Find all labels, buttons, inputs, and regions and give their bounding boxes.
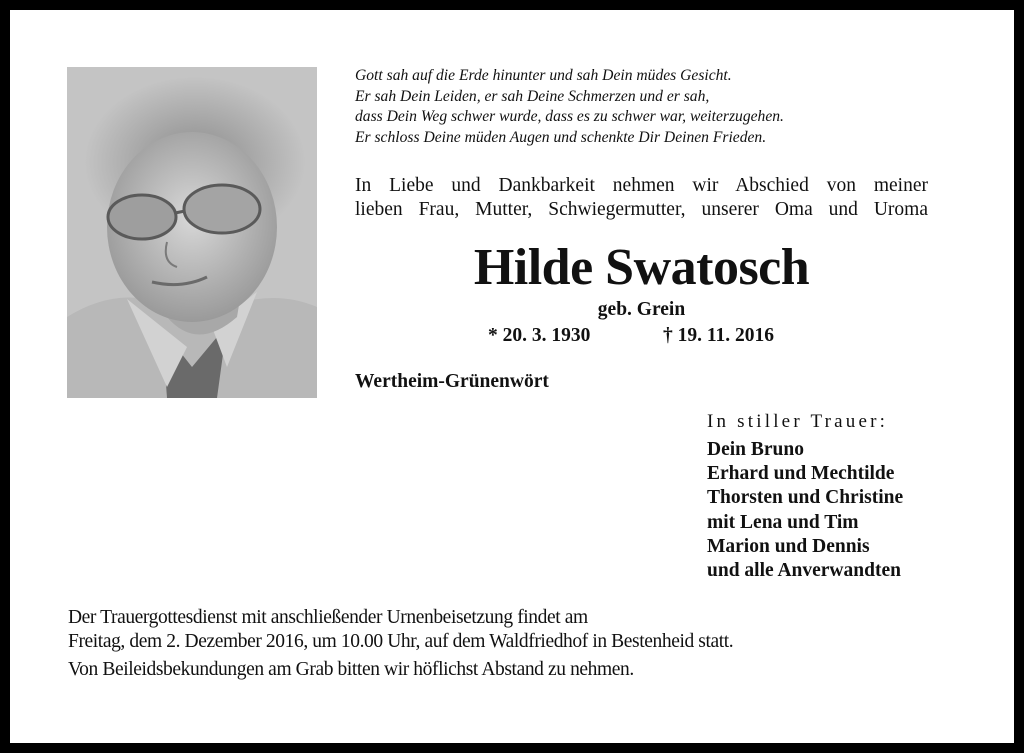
poem-line: Er sah Dein Leiden, er sah Deine Schmerzen und er sah, bbox=[355, 87, 710, 105]
intro-text bbox=[355, 174, 928, 222]
service-line: Freitag, dem 2. Dezember 2016, um 10.00 Uhr, auf dem Waldfriedhof in Bestenheid statt. bbox=[68, 631, 734, 652]
maiden-name: geb. Grein bbox=[597, 299, 686, 320]
service-line: Der Trauergottesdienst mit anschließender Urnenbeisetzung findet am bbox=[68, 607, 588, 628]
mourner: Erhard und Mechtilde bbox=[707, 463, 895, 485]
deceased-name: Hilde Swatosch bbox=[473, 239, 810, 296]
intro-line: In Liebe und Dankbarkeit nehmen wir Abschied von meiner bbox=[355, 175, 928, 196]
mourning-heading: In stiller Trauer: bbox=[707, 411, 889, 432]
mourner: Dein Bruno bbox=[707, 439, 804, 460]
place: Wertheim-Grünenwört bbox=[355, 371, 549, 392]
mourner: mit Lena und Tim bbox=[707, 511, 859, 533]
poem-line: Er schloss Deine müden Augen und schenkte Dir Deinen Frieden. bbox=[355, 128, 767, 146]
mourner: und alle Anverwandten bbox=[707, 560, 901, 582]
portrait-image-icon bbox=[67, 67, 317, 398]
death-date: † 19. 11. 2016 bbox=[663, 325, 775, 346]
obituary-notice bbox=[10, 10, 1014, 743]
poem-line: dass Dein Weg schwer wurde, dass es zu schwer war, weiterzugehen. bbox=[355, 108, 784, 125]
mourner: Marion und Dennis bbox=[707, 535, 870, 557]
portrait-photo bbox=[67, 67, 317, 398]
service-info bbox=[68, 606, 733, 682]
mourners-list bbox=[707, 438, 903, 583]
poem-line: Gott sah auf die Erde hinunter und sah Dein müdes Gesicht. bbox=[355, 67, 732, 84]
condolence-note: Von Beileidsbekundungen am Grab bitten wir höflichst Abstand zu nehmen. bbox=[68, 659, 634, 680]
poem bbox=[355, 66, 784, 148]
birth-date: * 20. 3. 1930 bbox=[488, 325, 591, 346]
intro-line: lieben Frau, Mutter, Schwiegermutter, unserer Oma und Uroma bbox=[355, 199, 928, 220]
mourner: Thorsten und Christine bbox=[707, 487, 904, 509]
